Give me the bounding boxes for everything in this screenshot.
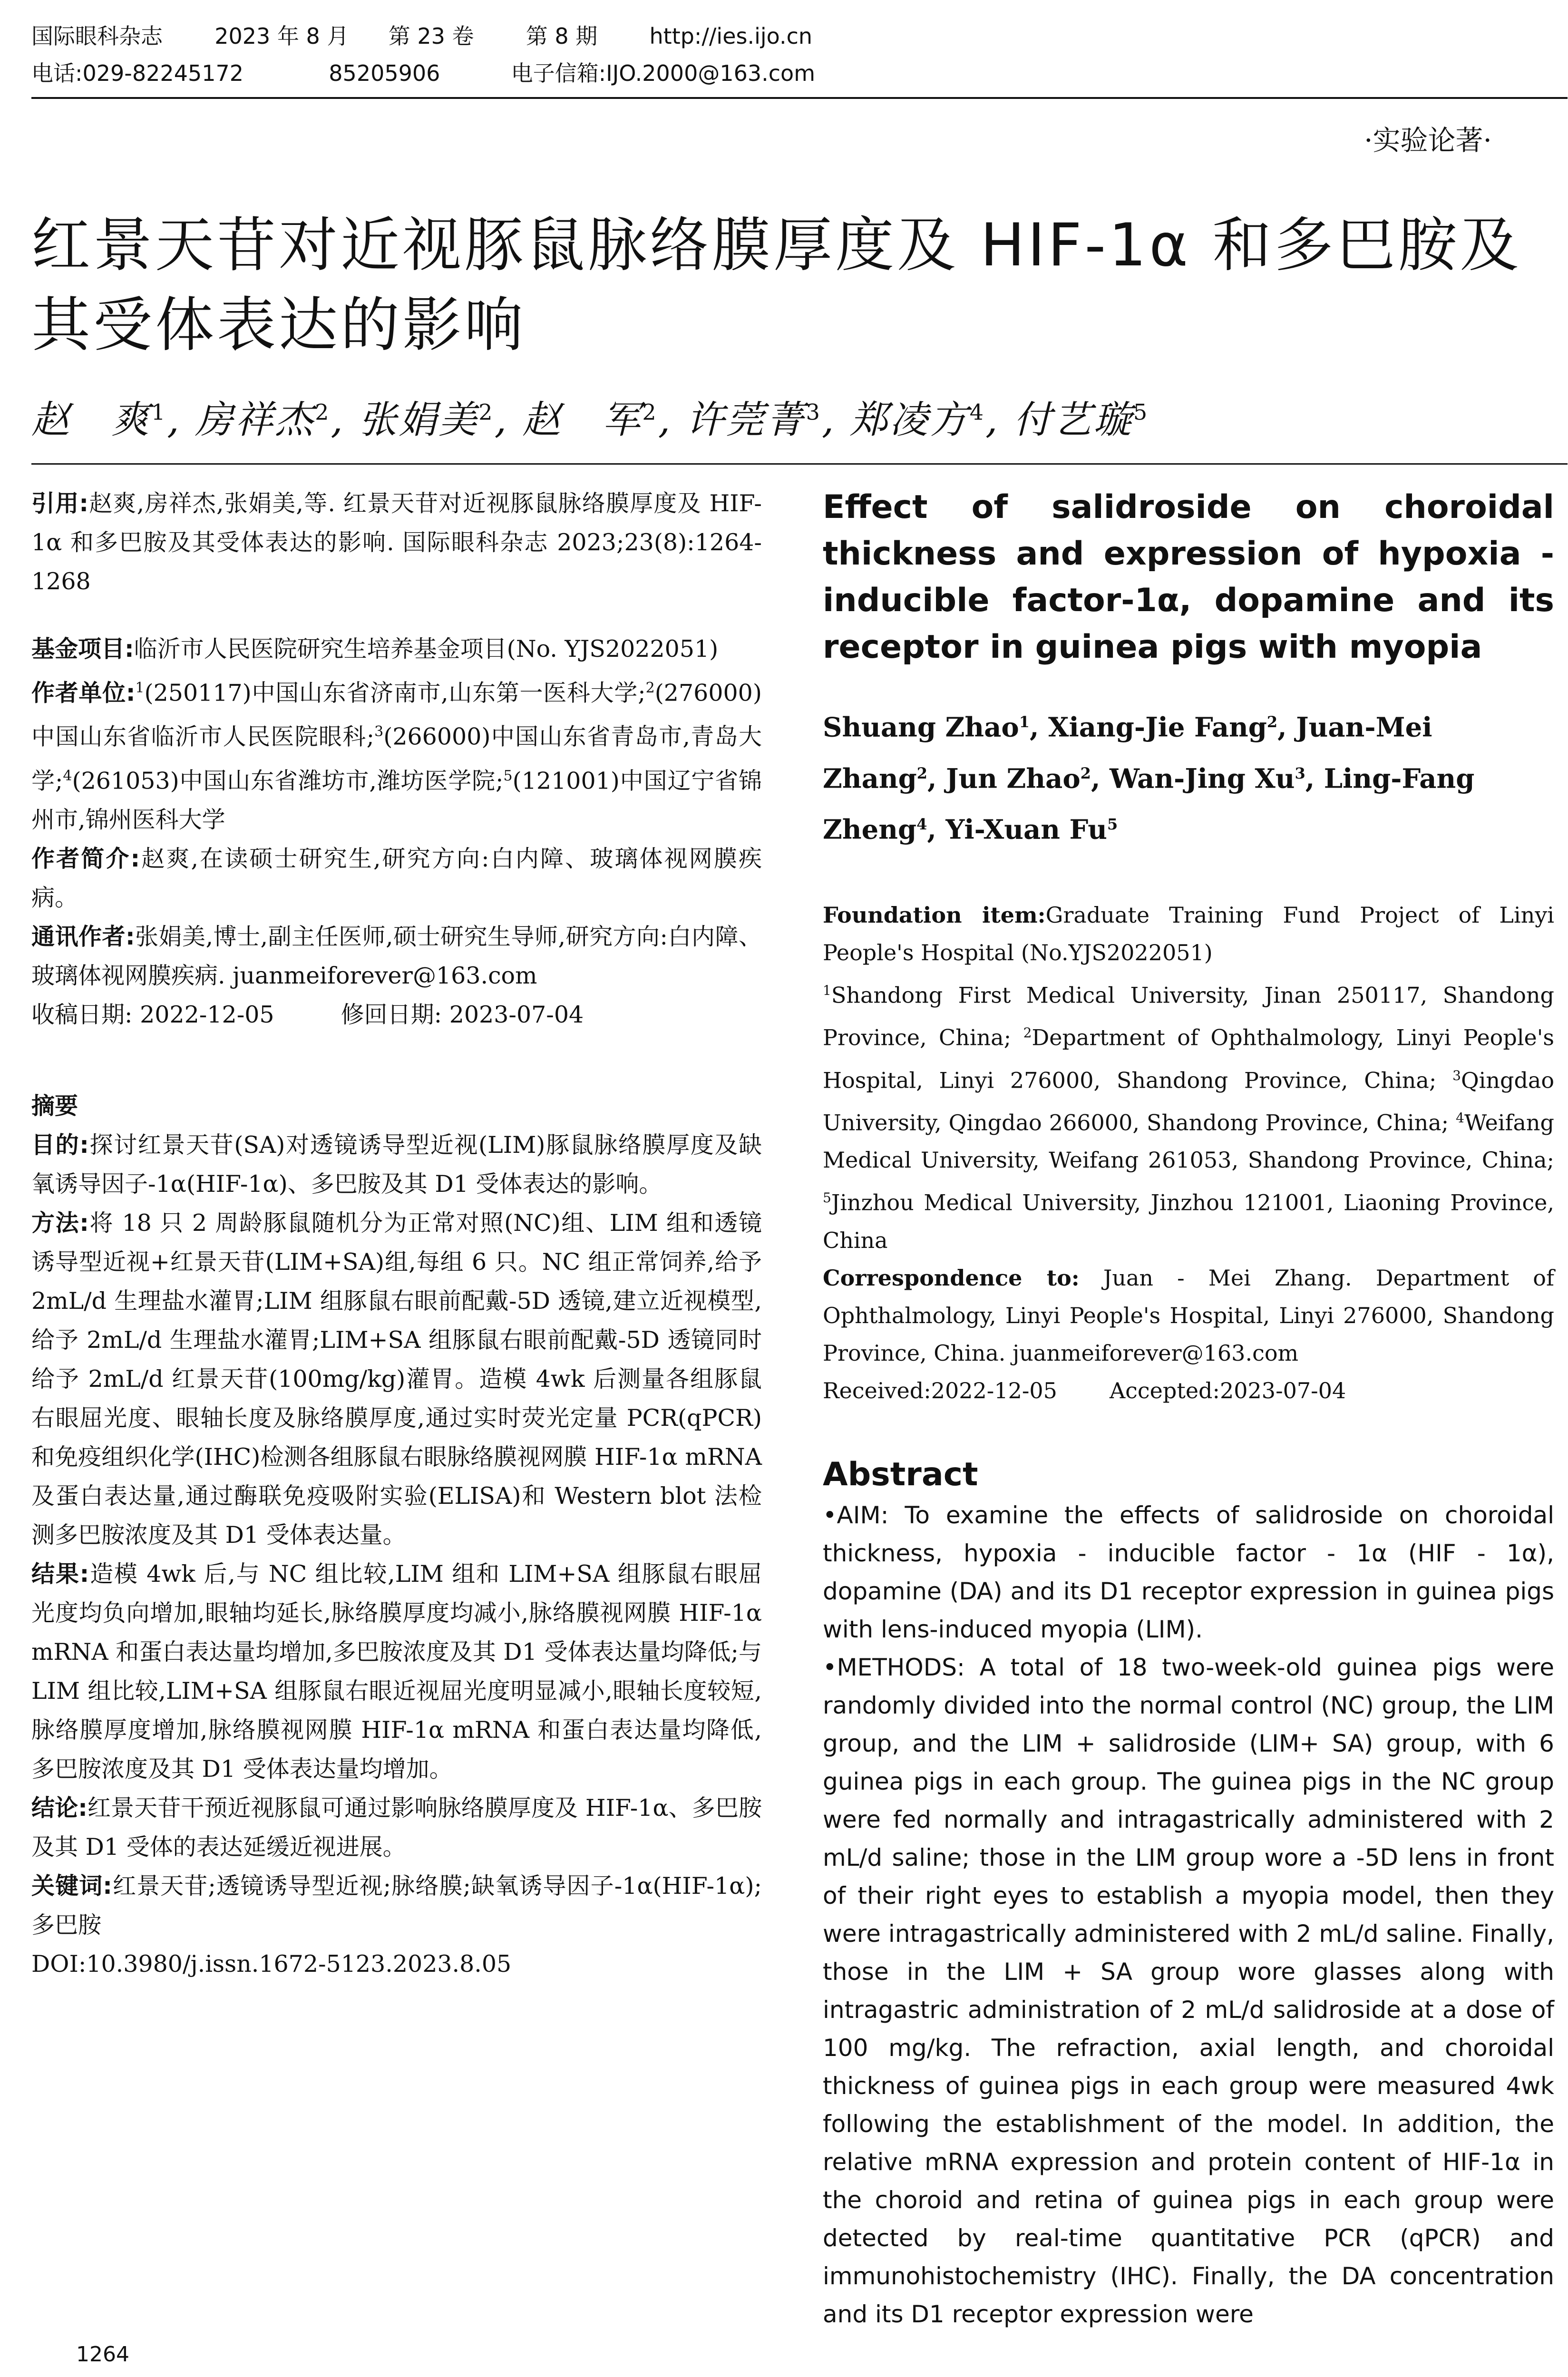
aff-superscript: 5 xyxy=(503,767,513,784)
conclusion-label: 结论: xyxy=(31,1794,88,1822)
methods-text: 将 18 只 2 周龄豚鼠随机分为正常对照(NC)组、LIM 组和透镜诱导型近视+红景天苷(LIM+SA)组,每组 6 只。NC 组正常饲养,给予 2mL/d 生理盐水灌胃;LIM 组豚鼠右眼前配戴-5D 透镜,建立近视模型,给予 2mL/d 生理盐水灌胃;LIM+SA 组豚鼠右眼前配戴-5D 透镜同时给予 2mL/d 红景天苷(100mg/kg)灌胃。造模 4wk 后测量各组豚鼠右眼屈光度、眼轴长度及脉络膜厚度,通过实时荧光定量 PCR(qPCR)和免疫组织化学(IHC)检测各组豚鼠右眼脉络膜视网膜 HIF-1α mRNA 及蛋白表达量,通过酶联免疫吸附实验(ELISA)和 Western blot 法检测多巴胺浓度及其 D1 受体表达量。 xyxy=(31,1209,762,1549)
en-aff-superscript: 2 xyxy=(1023,1025,1032,1041)
foundation-item xyxy=(823,896,1554,972)
issue-date: 2023 年 8 月 xyxy=(214,23,349,49)
en-aff-superscript: 3 xyxy=(1452,1067,1461,1083)
citation-label: 引用: xyxy=(31,490,89,517)
aim-text: 探讨红景天苷(SA)对透镜诱导型近视(LIM)豚鼠脉络膜厚度及缺氧诱导因子-1α(HIF-1α)、多巴胺及其 D1 受体表达的影响。 xyxy=(31,1131,762,1198)
keywords-label: 关键词: xyxy=(31,1872,112,1900)
en-author-name: Shuang Zhao xyxy=(823,711,1019,743)
abstract-heading-en: Abstract xyxy=(823,1455,978,1493)
zh-author-name: 许莞菁 xyxy=(686,398,806,442)
zh-author-name: 赵 军 xyxy=(522,398,643,442)
zh-author-aff: 2 xyxy=(315,399,331,425)
journal-email[interactable]: 电子信箱:IJO.2000@163.com xyxy=(511,60,815,86)
en-aff-text: Weifang Medical University, Weifang 261053, Shandong Province, China; xyxy=(823,1110,1554,1173)
results-zh xyxy=(31,1555,762,1789)
running-header-line-2 xyxy=(31,56,815,88)
en-author-aff: 4 xyxy=(916,815,927,834)
en-author-aff: 1 xyxy=(1019,713,1030,731)
journal-url[interactable]: http://ies.ijo.cn xyxy=(649,23,813,49)
en-dates xyxy=(823,1372,1554,1410)
conclusion-text: 红景天苷干预近视豚鼠可通过影响脉络膜厚度及 HIF-1α、多巴胺及其 D1 受体的表达延缓近视进展。 xyxy=(31,1794,762,1861)
zh-author-name: 张娟美 xyxy=(359,398,479,442)
left-column xyxy=(31,484,762,1984)
correspondence-text: Juan - Mei Zhang. Department of Ophthalmology, Linyi People's Hospital, Linyi 276000, Shandong Province, China. juanmeiforever@163.com xyxy=(823,1265,1555,1366)
dates xyxy=(31,995,762,1034)
corr-label: 通讯作者: xyxy=(31,923,135,950)
page-number: 1264 xyxy=(76,2342,129,2367)
aim-label: 目的: xyxy=(31,1131,89,1159)
en-author-name: Xiang-Jie Fang xyxy=(1048,711,1267,743)
authors-rule xyxy=(31,463,1568,465)
zh-author-name: 郑凌方 xyxy=(849,398,970,442)
methods-zh xyxy=(31,1204,762,1555)
en-author-name: Wan-Jing Xu xyxy=(1109,763,1295,795)
methods-en: •METHODS: A total of 18 two-week-old guinea pigs were randomly divided into the normal control (NC) group, the LIM group, and the LIM + salidroside (LIM+ SA) group, with 6 guinea pigs in each group. The guinea pigs in the NC group were fed normally and intragastrically administered with 2 mL/d saline; those in the LIM group wore a -5D lens in front of their right eyes to establish a myopia model, then they were intragastrically administered with 2 mL/d saline. Finally, those in the LIM + SA group wore glasses along with intragastric administration of 2 mL/d salidroside at a dose of 100 mg/kg. The refraction, axial length, and choroidal thickness of guinea pigs in each group were measured 4wk following the establishment of the model. In addition, the relative mRNA expression and protein content of HIF-1α in the choroid and retina of guinea pigs in each group were detected by real-time quantitative PCR (qPCR) and immunohistochemistry (IHC). Finally, the DA concentration and its D1 receptor expression were xyxy=(823,1653,1554,2328)
chinese-authors: 赵 爽$^1$, 房祥杰$^2$, 张娟美$^2$, 赵 军$^2$, 许莞菁$^3$, 郑凌方$^4$, 付艺璇$^5$ xyxy=(31,398,1149,442)
zh-author-name: 房祥杰 xyxy=(195,398,315,442)
phone-2: 85205906 xyxy=(329,60,440,86)
en-aff-text: Jinzhou Medical University, Jinzhou 121001, Liaoning Province, China xyxy=(823,1189,1554,1253)
zh-author-aff: 3 xyxy=(806,399,822,425)
received-date: 收稿日期: 2022-12-05 xyxy=(31,1001,274,1028)
en-author-name: Ling-Fang Zheng xyxy=(823,763,1475,846)
zh-author-aff: 1 xyxy=(151,399,167,425)
en-author-aff: 2 xyxy=(1080,764,1091,782)
en-aff-superscript: 1 xyxy=(823,982,831,998)
keywords-zh xyxy=(31,1867,762,1945)
section-tag: ·实验论著· xyxy=(1364,124,1492,156)
right-column xyxy=(823,484,1554,2333)
aff-text: (261053)中国山东省潍坊市,潍坊医学院; xyxy=(72,767,504,794)
en-author-aff: 2 xyxy=(1266,713,1278,731)
aff-superscript: 1 xyxy=(135,680,145,696)
corresponding-author xyxy=(31,917,762,995)
aim-zh xyxy=(31,1126,762,1204)
revised-date: 修回日期: 2023-07-04 xyxy=(341,1001,584,1028)
zh-author-aff: 2 xyxy=(478,399,495,425)
keywords-text: 红景天苷;透镜诱导型近视;脉络膜;缺氧诱导因子-1α(HIF-1α);多巴胺 xyxy=(31,1872,762,1939)
results-label: 结果: xyxy=(31,1560,89,1588)
author-bio xyxy=(31,839,762,917)
results-text: 造模 4wk 后,与 NC 组比较,LIM 组和 LIM+SA 组豚鼠右眼屈光度均负向增加,眼轴均延长,脉络膜厚度均减小,脉络膜视网膜 HIF-1α mRNA 和蛋白表达量均增加,多巴胺浓度及其 D1 受体表达量均降低;与 LIM 组比较,LIM+SA 组豚鼠右眼近视屈光度明显减小,眼轴长度较短,脉络膜厚度增加,脉络膜视网膜 HIF-1α mRNA 和蛋白表达量均降低,多巴胺浓度及其 D1 受体表达量均增加。 xyxy=(31,1560,762,1783)
en-aff-superscript: 5 xyxy=(823,1190,831,1206)
corr-text: 张娟美,博士,副主任医师,硕士研究生导师,研究方向:白内障、玻璃体视网膜疾病. juanmeiforever@163.com xyxy=(31,923,762,989)
bio-text: 赵爽,在读硕士研究生,研究方向:白内障、玻璃体视网膜疾病。 xyxy=(31,845,762,911)
doi[interactable]: DOI:10.3980/j.issn.1672-5123.2023.8.05 xyxy=(31,1950,512,1978)
aff-superscript: 4 xyxy=(63,767,72,784)
english-frontmatter xyxy=(823,896,1554,1410)
zh-author-aff: 5 xyxy=(1133,399,1149,425)
zh-author-name: 付艺璇 xyxy=(1013,398,1133,442)
foundation-text: Graduate Training Fund Project of Linyi People's Hospital (No.YJS2022051) xyxy=(823,902,1554,965)
correspondence xyxy=(823,1259,1554,1372)
aim-en: •AIM: To examine the effects of salidroside on choroidal thickness, hypoxia - inducible factor - 1α (HIF - 1α), dopamine (DA) and its D1 receptor expression in guinea pigs with lens-induced myopia (LIM). xyxy=(823,1501,1554,1643)
fund-label: 基金项目: xyxy=(31,635,134,662)
zh-author-aff: 2 xyxy=(642,399,658,425)
foundation-label: Foundation item: xyxy=(823,902,1046,928)
aff-text: (121001)中国辽宁省锦州市,锦州医科大学 xyxy=(31,767,762,833)
en-received: Received:2022-12-05 xyxy=(823,1377,1057,1403)
aff-superscript: 3 xyxy=(374,723,384,740)
en-accepted: Accepted:2023-07-04 xyxy=(1109,1377,1346,1403)
zh-author-name: 赵 爽 xyxy=(31,398,151,442)
affiliations xyxy=(31,669,762,839)
en-author-aff: 2 xyxy=(916,764,928,782)
volume: 第 23 卷 xyxy=(388,23,474,49)
aff-text: (250117)中国山东省济南市,山东第一医科大学; xyxy=(144,679,646,707)
en-aff-text: Qingdao University, Qingdao 266000, Shandong Province, China; xyxy=(823,1067,1555,1136)
citation-text: 赵爽,房祥杰,张娟美,等. 红景天苷对近视豚鼠脉络膜厚度及 HIF-1α 和多巴胺及其受体表达的影响. 国际眼科杂志 2023;23(8):1264-1268 xyxy=(31,490,762,595)
aff-text: (266000)中国山东省青岛市,青岛大学; xyxy=(31,723,762,794)
en-aff-superscript: 4 xyxy=(1456,1110,1464,1126)
bio-label: 作者简介: xyxy=(31,845,140,872)
conclusion-zh xyxy=(31,1789,762,1867)
fund-text: 临沂市人民医院研究生培养基金项目(No. YJS2022051) xyxy=(134,635,719,662)
english-abstract xyxy=(823,1496,1554,2333)
en-aff-text: Department of Ophthalmology, Linyi People's Hospital, Linyi 276000, Shandong Province, China; xyxy=(823,1024,1555,1093)
running-header-line-1 xyxy=(31,19,812,50)
fund xyxy=(31,630,762,669)
en-aff-text: Shandong First Medical University, Jinan 250117, Shandong Province, China; xyxy=(823,982,1554,1051)
english-title: Effect of salidroside on choroidal thickness and expression of hypoxia - inducible factor-1α, dopamine and its receptor in guinea pigs with myopia xyxy=(823,488,1554,666)
english-authors: Shuang Zhao$^1$, Xiang-Jie Fang$^2$, Juan-Mei Zhang$^2$, Jun Zhao$^2$, Wan-Jing Xu$^3$, Ling-Fang Zheng$^4$, Yi-Xuan Fu$^5$ xyxy=(823,711,1475,846)
en-author-aff: 5 xyxy=(1107,815,1118,834)
en-author-name: Yi-Xuan Fu xyxy=(945,814,1107,846)
correspondence-label: Correspondence to: xyxy=(823,1265,1080,1291)
aff-superscript: 2 xyxy=(645,680,655,696)
en-author-name: Jun Zhao xyxy=(946,763,1081,795)
en-affiliations xyxy=(823,972,1554,1259)
affiliations-label: 作者单位: xyxy=(31,679,136,707)
aff-text: (276000)中国山东省临沂市人民医院眼科; xyxy=(31,679,762,750)
en-author-name: Juan-Mei Zhang xyxy=(823,711,1432,795)
zh-author-aff: 4 xyxy=(969,399,985,425)
journal-name: 国际眼科杂志 xyxy=(31,23,163,49)
header-rule xyxy=(31,97,1568,99)
citation xyxy=(31,484,762,601)
methods-label: 方法: xyxy=(31,1209,89,1237)
chinese-title: 红景天苷对近视豚鼠脉络膜厚度及 HIF-1α 和多巴胺及其受体表达的影响 xyxy=(31,211,1522,360)
issue-number: 第 8 期 xyxy=(526,23,598,49)
abstract-heading-zh: 摘要 xyxy=(31,1092,78,1120)
phone: 电话:029-82245172 xyxy=(31,60,244,86)
en-author-aff: 3 xyxy=(1295,764,1305,782)
